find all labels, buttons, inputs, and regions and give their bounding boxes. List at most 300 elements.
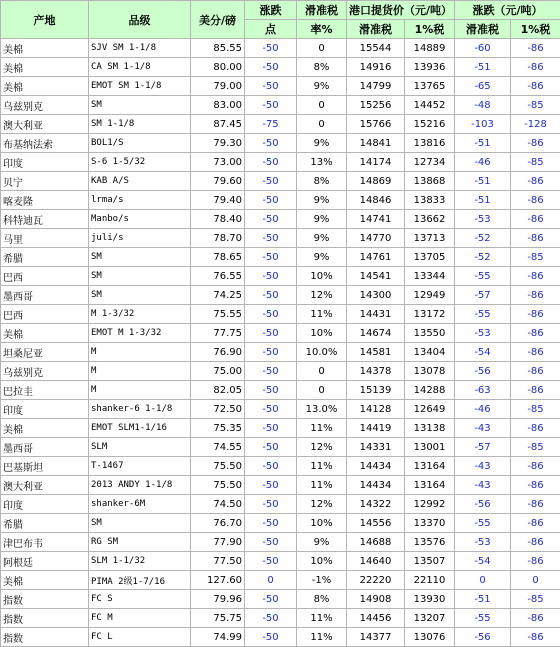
cell-price: 78.70 <box>191 229 245 248</box>
table-row <box>1 381 560 400</box>
cell-spot-1pct: 13172 <box>405 305 455 324</box>
cell-grade: SLM 1-1/32 <box>89 552 191 571</box>
table-row <box>1 134 560 153</box>
cell-grade: FC L <box>89 628 191 647</box>
cell-change-tax: -43 <box>455 419 511 438</box>
cell-change-1pct: -86 <box>511 533 560 552</box>
cell-change-points: -50 <box>245 476 297 495</box>
table-row <box>1 514 560 533</box>
cell-change-1pct: -86 <box>511 495 560 514</box>
table-row <box>1 438 560 457</box>
cell-spot-1pct: 13662 <box>405 210 455 229</box>
cell-spot-1pct: 13076 <box>405 628 455 647</box>
cell-tax-rate: 8% <box>297 172 347 191</box>
cell-spot-1pct: 13207 <box>405 609 455 628</box>
cell-grade: SJV SM 1-1/8 <box>89 39 191 58</box>
cell-price: 79.00 <box>191 77 245 96</box>
cell-spot-tax: 14434 <box>347 457 405 476</box>
cell-tax-rate: -1% <box>297 571 347 590</box>
cell-origin: 科特迪瓦 <box>1 210 89 229</box>
cell-grade: EMOT SM 1-1/8 <box>89 77 191 96</box>
cell-origin: 马里 <box>1 229 89 248</box>
cell-origin: 指数 <box>1 628 89 647</box>
col-chg-tax: 滑准税 <box>455 20 511 39</box>
table-row <box>1 267 560 286</box>
cell-tax-rate: 13.0% <box>297 400 347 419</box>
cell-spot-1pct: 13713 <box>405 229 455 248</box>
cell-grade: PIMA 2级1-7/16 <box>89 571 191 590</box>
cell-tax-rate: 10% <box>297 514 347 533</box>
cell-grade: EMOT SLM1-1/16 <box>89 419 191 438</box>
cell-tax-rate: 9% <box>297 134 347 153</box>
cell-change-1pct: -86 <box>511 628 560 647</box>
cell-change-tax: -55 <box>455 514 511 533</box>
cell-change-1pct: -86 <box>511 514 560 533</box>
cell-tax-rate: 9% <box>297 191 347 210</box>
cell-origin: 坦桑尼亚 <box>1 343 89 362</box>
cell-spot-1pct: 13078 <box>405 362 455 381</box>
cell-spot-1pct: 13550 <box>405 324 455 343</box>
cell-price: 76.90 <box>191 343 245 362</box>
cell-grade: shanker-6M <box>89 495 191 514</box>
cell-spot-tax: 14869 <box>347 172 405 191</box>
table-row <box>1 343 560 362</box>
cell-origin: 美棉 <box>1 77 89 96</box>
cell-change-tax: -56 <box>455 495 511 514</box>
cell-grade: FC M <box>89 609 191 628</box>
cell-tax-rate: 12% <box>297 495 347 514</box>
cell-tax-rate: 0 <box>297 96 347 115</box>
cell-spot-tax: 14741 <box>347 210 405 229</box>
cell-origin: 乌兹别克 <box>1 362 89 381</box>
cell-grade: SM <box>89 267 191 286</box>
cell-tax-rate: 11% <box>297 609 347 628</box>
cell-price: 80.00 <box>191 58 245 77</box>
cell-spot-1pct: 13936 <box>405 58 455 77</box>
cell-change-points: -50 <box>245 153 297 172</box>
cell-price: 72.50 <box>191 400 245 419</box>
cell-spot-1pct: 13833 <box>405 191 455 210</box>
cell-spot-1pct: 13705 <box>405 248 455 267</box>
cell-change-points: -75 <box>245 115 297 134</box>
col-usc-per-lb: 美分/磅 <box>191 1 245 39</box>
cell-spot-tax: 14541 <box>347 267 405 286</box>
cell-spot-tax: 14640 <box>347 552 405 571</box>
cell-change-1pct: -86 <box>511 267 560 286</box>
cell-change-points: -50 <box>245 324 297 343</box>
cell-change-tax: -51 <box>455 172 511 191</box>
cell-origin: 巴西 <box>1 267 89 286</box>
table-row <box>1 210 560 229</box>
cell-grade: SM <box>89 96 191 115</box>
cell-spot-tax: 14378 <box>347 362 405 381</box>
col-origin: 产地 <box>1 1 89 39</box>
cell-spot-1pct: 13344 <box>405 267 455 286</box>
cell-spot-1pct: 13576 <box>405 533 455 552</box>
table-row <box>1 39 560 58</box>
cell-tax-rate: 0 <box>297 39 347 58</box>
cell-grade: shanker-6 1-1/8 <box>89 400 191 419</box>
cell-spot-1pct: 13370 <box>405 514 455 533</box>
cell-price: 73.00 <box>191 153 245 172</box>
cell-change-1pct: -86 <box>511 457 560 476</box>
cell-tax-rate: 11% <box>297 628 347 647</box>
cell-tax-rate: 9% <box>297 77 347 96</box>
cell-spot-tax: 14770 <box>347 229 405 248</box>
cell-spot-1pct: 13001 <box>405 438 455 457</box>
cell-origin: 贝宁 <box>1 172 89 191</box>
cell-origin: 巴拉圭 <box>1 381 89 400</box>
cell-spot-1pct: 13507 <box>405 552 455 571</box>
table-row <box>1 153 560 172</box>
cell-spot-1pct: 13164 <box>405 476 455 495</box>
cell-change-1pct: -85 <box>511 590 560 609</box>
cell-change-tax: -55 <box>455 305 511 324</box>
cell-grade: lrma/s <box>89 191 191 210</box>
table-row <box>1 115 560 134</box>
cell-spot-1pct: 13404 <box>405 343 455 362</box>
cell-change-1pct: -86 <box>511 343 560 362</box>
table-row <box>1 286 560 305</box>
cell-change-1pct: -86 <box>511 552 560 571</box>
cell-change-1pct: -86 <box>511 134 560 153</box>
cell-spot-tax: 15544 <box>347 39 405 58</box>
table-row <box>1 400 560 419</box>
cell-spot-tax: 14377 <box>347 628 405 647</box>
table-row <box>1 229 560 248</box>
cell-change-1pct: -86 <box>511 609 560 628</box>
cell-tax-rate: 10.0% <box>297 343 347 362</box>
cell-change-tax: -51 <box>455 191 511 210</box>
cell-grade: SM 1-1/8 <box>89 115 191 134</box>
cell-spot-1pct: 13164 <box>405 457 455 476</box>
cell-tax-rate: 10% <box>297 267 347 286</box>
cell-change-points: -50 <box>245 343 297 362</box>
cell-price: 74.99 <box>191 628 245 647</box>
cell-price: 75.50 <box>191 476 245 495</box>
cell-price: 85.55 <box>191 39 245 58</box>
cell-change-points: -50 <box>245 419 297 438</box>
cell-price: 77.75 <box>191 324 245 343</box>
cell-change-tax: -103 <box>455 115 511 134</box>
cell-grade: M <box>89 381 191 400</box>
cell-origin: 津巴布韦 <box>1 533 89 552</box>
cell-tax-rate: 10% <box>297 324 347 343</box>
cell-price: 75.35 <box>191 419 245 438</box>
table-row <box>1 324 560 343</box>
table-row <box>1 628 560 647</box>
cell-spot-tax: 14846 <box>347 191 405 210</box>
cell-spot-tax: 14300 <box>347 286 405 305</box>
cell-change-tax: -53 <box>455 210 511 229</box>
cell-change-points: -50 <box>245 628 297 647</box>
cell-grade: S-6 1-5/32 <box>89 153 191 172</box>
cell-change-1pct: -86 <box>511 305 560 324</box>
cell-change-points: -50 <box>245 172 297 191</box>
table-row <box>1 191 560 210</box>
cell-change-tax: -46 <box>455 153 511 172</box>
cell-tax-rate: 9% <box>297 533 347 552</box>
cell-change-points: -50 <box>245 514 297 533</box>
cell-change-points: -50 <box>245 191 297 210</box>
cell-grade: FC S <box>89 590 191 609</box>
cell-spot-1pct: 14288 <box>405 381 455 400</box>
cell-price: 87.45 <box>191 115 245 134</box>
cell-change-1pct: -86 <box>511 419 560 438</box>
cell-change-points: -50 <box>245 229 297 248</box>
table-body <box>1 39 560 647</box>
cell-grade: SM <box>89 514 191 533</box>
cell-change-tax: -46 <box>455 400 511 419</box>
cell-spot-tax: 15256 <box>347 96 405 115</box>
cell-origin: 巴基斯坦 <box>1 457 89 476</box>
cell-change-points: -50 <box>245 533 297 552</box>
cell-change-1pct: -86 <box>511 362 560 381</box>
cell-tax-rate: 8% <box>297 590 347 609</box>
table-row <box>1 362 560 381</box>
cell-price: 78.65 <box>191 248 245 267</box>
cell-change-tax: -57 <box>455 438 511 457</box>
cell-change-1pct: -86 <box>511 191 560 210</box>
cell-origin: 希腊 <box>1 248 89 267</box>
table-row <box>1 305 560 324</box>
cell-change-tax: -43 <box>455 457 511 476</box>
cell-price: 75.00 <box>191 362 245 381</box>
cell-tax-rate: 13% <box>297 153 347 172</box>
cell-origin: 美棉 <box>1 324 89 343</box>
cell-price: 77.50 <box>191 552 245 571</box>
table-row <box>1 571 560 590</box>
cell-grade: EMOT M 1-3/32 <box>89 324 191 343</box>
cell-grade: 2013 ANDY 1-1/8 <box>89 476 191 495</box>
cell-spot-tax: 14434 <box>347 476 405 495</box>
cell-change-tax: -51 <box>455 58 511 77</box>
cell-spot-tax: 14128 <box>347 400 405 419</box>
cell-spot-1pct: 12992 <box>405 495 455 514</box>
cell-tax-rate: 11% <box>297 457 347 476</box>
cell-spot-1pct: 12649 <box>405 400 455 419</box>
cell-spot-tax: 14674 <box>347 324 405 343</box>
cell-spot-tax: 15139 <box>347 381 405 400</box>
cell-change-points: -50 <box>245 210 297 229</box>
cell-change-tax: -65 <box>455 77 511 96</box>
cell-price: 75.50 <box>191 457 245 476</box>
cell-change-tax: -56 <box>455 362 511 381</box>
cell-change-tax: -57 <box>455 286 511 305</box>
cell-price: 74.25 <box>191 286 245 305</box>
cell-grade: M <box>89 343 191 362</box>
cell-price: 82.05 <box>191 381 245 400</box>
cell-tax-rate: 0 <box>297 362 347 381</box>
cell-grade: M 1-3/32 <box>89 305 191 324</box>
cell-origin: 指数 <box>1 590 89 609</box>
col-spot-tax: 滑准税 <box>347 20 405 39</box>
cell-tax-rate: 11% <box>297 305 347 324</box>
table-row <box>1 58 560 77</box>
cell-tax-rate: 10% <box>297 552 347 571</box>
cell-change-1pct: -86 <box>511 324 560 343</box>
cell-change-points: -50 <box>245 495 297 514</box>
cell-change-1pct: -85 <box>511 248 560 267</box>
cell-tax-rate: 8% <box>297 58 347 77</box>
cell-spot-1pct: 13868 <box>405 172 455 191</box>
cell-change-tax: -54 <box>455 552 511 571</box>
cell-origin: 澳大利亚 <box>1 476 89 495</box>
col-change-top: 涨跌 <box>245 1 297 20</box>
cell-spot-1pct: 12949 <box>405 286 455 305</box>
cell-change-tax: -51 <box>455 134 511 153</box>
cell-origin: 乌兹别克 <box>1 96 89 115</box>
cell-spot-tax: 14431 <box>347 305 405 324</box>
cell-change-tax: -55 <box>455 267 511 286</box>
col-tax-sub: 率% <box>297 20 347 39</box>
cell-change-1pct: -86 <box>511 172 560 191</box>
cell-grade: SLM <box>89 438 191 457</box>
cell-change-points: -50 <box>245 438 297 457</box>
table-row <box>1 77 560 96</box>
cell-change-points: -50 <box>245 248 297 267</box>
cell-origin: 希腊 <box>1 514 89 533</box>
cell-origin: 喀麦隆 <box>1 191 89 210</box>
cell-price: 83.00 <box>191 96 245 115</box>
cell-origin: 美棉 <box>1 39 89 58</box>
cell-grade: M <box>89 362 191 381</box>
cell-change-1pct: 0 <box>511 571 560 590</box>
cell-change-points: -50 <box>245 305 297 324</box>
cell-change-tax: -53 <box>455 324 511 343</box>
cell-grade: CA SM 1-1/8 <box>89 58 191 77</box>
cell-spot-1pct: 13816 <box>405 134 455 153</box>
cell-change-points: 0 <box>245 571 297 590</box>
table-row <box>1 457 560 476</box>
cell-spot-1pct: 12734 <box>405 153 455 172</box>
cell-spot-tax: 14556 <box>347 514 405 533</box>
cell-spot-1pct: 22110 <box>405 571 455 590</box>
cell-spot-tax: 14581 <box>347 343 405 362</box>
cell-tax-rate: 9% <box>297 210 347 229</box>
cell-change-points: -50 <box>245 58 297 77</box>
cell-price: 79.60 <box>191 172 245 191</box>
cell-origin: 美棉 <box>1 419 89 438</box>
cell-tax-rate: 11% <box>297 476 347 495</box>
cell-change-points: -50 <box>245 381 297 400</box>
cell-tax-rate: 9% <box>297 248 347 267</box>
cell-price: 74.55 <box>191 438 245 457</box>
cell-change-tax: -51 <box>455 590 511 609</box>
cell-grade: T-1467 <box>89 457 191 476</box>
cell-change-points: -50 <box>245 267 297 286</box>
cell-grade: SM <box>89 248 191 267</box>
table-row <box>1 419 560 438</box>
cell-price: 76.70 <box>191 514 245 533</box>
cell-grade: SM <box>89 286 191 305</box>
cell-change-1pct: -85 <box>511 400 560 419</box>
cell-origin: 指数 <box>1 609 89 628</box>
cell-price: 79.40 <box>191 191 245 210</box>
col-spot-group: 港口提货价（元/吨） <box>347 1 455 20</box>
cell-change-1pct: -86 <box>511 286 560 305</box>
cell-change-tax: -52 <box>455 248 511 267</box>
table-row <box>1 96 560 115</box>
cell-tax-rate: 12% <box>297 438 347 457</box>
cell-origin: 巴西 <box>1 305 89 324</box>
cell-change-1pct: -86 <box>511 39 560 58</box>
cell-spot-tax: 14908 <box>347 590 405 609</box>
table-row <box>1 172 560 191</box>
cell-origin: 印度 <box>1 153 89 172</box>
cell-origin: 印度 <box>1 400 89 419</box>
cell-change-1pct: -86 <box>511 58 560 77</box>
cell-change-tax: -48 <box>455 96 511 115</box>
cell-grade: KAB A/S <box>89 172 191 191</box>
cell-change-tax: -60 <box>455 39 511 58</box>
table-row <box>1 590 560 609</box>
cell-spot-1pct: 15216 <box>405 115 455 134</box>
cell-change-1pct: -86 <box>511 381 560 400</box>
cell-price: 78.40 <box>191 210 245 229</box>
cell-spot-1pct: 13138 <box>405 419 455 438</box>
cell-spot-tax: 14331 <box>347 438 405 457</box>
cell-change-1pct: -85 <box>511 96 560 115</box>
cell-spot-tax: 14688 <box>347 533 405 552</box>
cell-origin: 阿根廷 <box>1 552 89 571</box>
table-row <box>1 533 560 552</box>
cell-change-points: -50 <box>245 400 297 419</box>
cell-change-1pct: -86 <box>511 77 560 96</box>
cell-spot-1pct: 13765 <box>405 77 455 96</box>
col-change-sub: 点 <box>245 20 297 39</box>
col-tax: 滑准税 <box>297 1 347 20</box>
cell-spot-tax: 14322 <box>347 495 405 514</box>
cell-change-points: -50 <box>245 39 297 58</box>
cell-spot-tax: 14841 <box>347 134 405 153</box>
cell-spot-tax: 14761 <box>347 248 405 267</box>
table-row <box>1 552 560 571</box>
cell-origin: 布基纳法索 <box>1 134 89 153</box>
table-row <box>1 248 560 267</box>
cell-origin: 澳大利亚 <box>1 115 89 134</box>
cell-spot-tax: 14174 <box>347 153 405 172</box>
cell-price: 79.30 <box>191 134 245 153</box>
cell-price: 75.55 <box>191 305 245 324</box>
cell-spot-tax: 22220 <box>347 571 405 590</box>
cell-change-points: -50 <box>245 609 297 628</box>
cell-origin: 墨西哥 <box>1 438 89 457</box>
cell-tax-rate: 11% <box>297 419 347 438</box>
cell-change-tax: -55 <box>455 609 511 628</box>
cell-change-tax: -43 <box>455 476 511 495</box>
table-row <box>1 609 560 628</box>
cell-price: 79.96 <box>191 590 245 609</box>
col-grade: 品级 <box>89 1 191 39</box>
header-row-1 <box>1 1 560 20</box>
cell-tax-rate: 0 <box>297 381 347 400</box>
cell-spot-tax: 14419 <box>347 419 405 438</box>
cell-change-1pct: -85 <box>511 153 560 172</box>
cell-price: 75.75 <box>191 609 245 628</box>
cell-change-1pct: -128 <box>511 115 560 134</box>
cell-change-1pct: -86 <box>511 476 560 495</box>
cell-spot-tax: 14456 <box>347 609 405 628</box>
cell-change-points: -50 <box>245 134 297 153</box>
col-spot-1pct: 1%税 <box>405 20 455 39</box>
table-row <box>1 476 560 495</box>
cell-change-tax: 0 <box>455 571 511 590</box>
cell-tax-rate: 12% <box>297 286 347 305</box>
cell-change-1pct: -86 <box>511 210 560 229</box>
cell-change-points: -50 <box>245 552 297 571</box>
cell-change-tax: -53 <box>455 533 511 552</box>
